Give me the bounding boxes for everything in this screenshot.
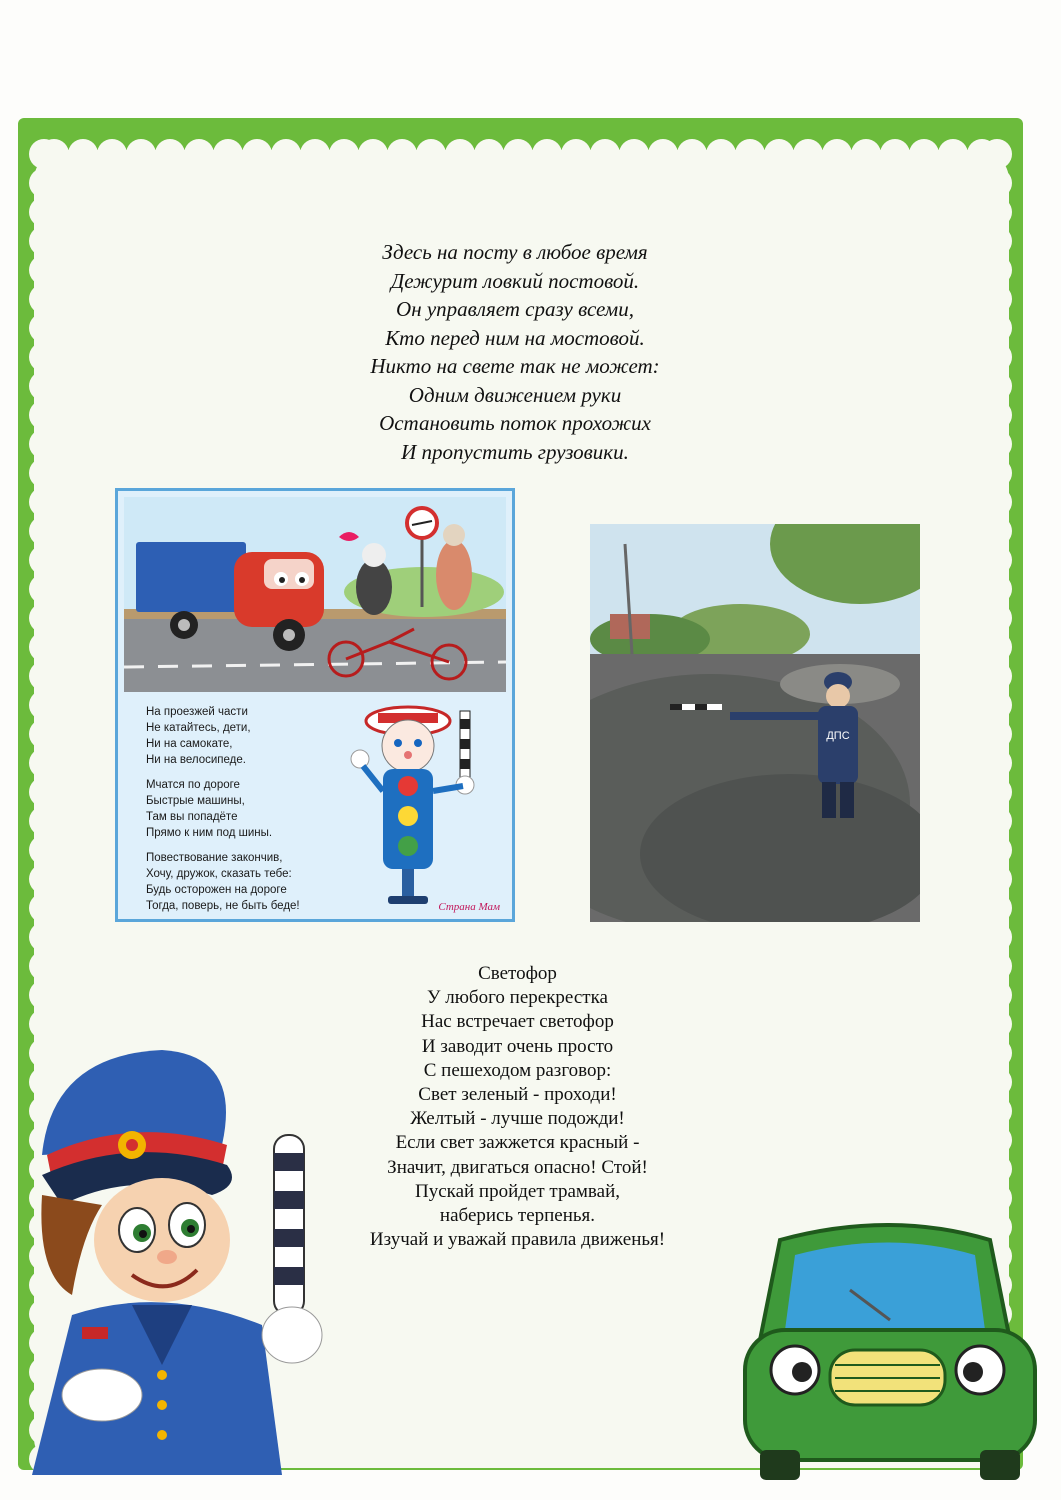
poster-line: Там вы попадёте <box>146 811 238 823</box>
poster-line: Будь осторожен на дороге <box>146 884 287 896</box>
cartoon-officer-illustration <box>12 1035 352 1475</box>
child-traffic-controller-photo <box>590 524 920 922</box>
poster-line: Быстрые машины, <box>146 795 245 807</box>
poem-line: И пропустить грузовики. <box>401 439 629 464</box>
poem-line: Желтый - лучше подожди! <box>410 1108 625 1130</box>
poster-credit: Страна Мам <box>438 901 500 913</box>
poem-line: Пускай пройдет трамвай, <box>414 1180 620 1202</box>
poem-line: Свет зеленый - проходи! <box>418 1084 617 1106</box>
poem-line: Никто на свете так не может: <box>370 354 660 378</box>
poem-line: Одним движением руки <box>408 382 622 407</box>
poem-line: Изучай и уважай правила движенья! <box>369 1229 666 1251</box>
poster-line: Ни на велосипеде. <box>146 754 246 766</box>
safety-poster <box>115 488 515 922</box>
poem-line: Он управляет сразу всеми, <box>396 297 634 321</box>
poem-line: наберись терпенья. <box>439 1205 596 1227</box>
poster-line: На проезжей части <box>146 706 248 718</box>
poem-line: У любого перекрестка <box>427 987 608 1009</box>
poster-line: Мчатся по дороге <box>146 779 240 791</box>
poem-line: Если свет зажжется красный - <box>395 1132 640 1154</box>
poster-line: Прямо к ним под шины. <box>146 827 273 839</box>
poem-line: Остановить поток прохожих <box>379 411 651 435</box>
poem-line: Значит, двигаться опасно! Стой! <box>387 1156 648 1178</box>
traffic-light-mascot <box>338 691 488 911</box>
poem-traffic-light <box>330 962 705 1252</box>
poem-line: Нас встречает светофор <box>421 1011 614 1033</box>
poster-line: Ни на самокате, <box>146 738 233 750</box>
poem-line: И заводит очень просто <box>421 1035 614 1057</box>
poster-line: Не катайтесь, дети, <box>146 722 251 734</box>
poem-line: Дежурит ловкий постовой. <box>390 268 640 293</box>
jacket-label: ДПС <box>826 730 850 742</box>
poster-line: Тогда, поверь, не быть беде! <box>146 900 300 912</box>
poem-line: Здесь на посту в любое время <box>382 240 648 264</box>
poem-title: Светофор <box>478 963 557 984</box>
poster-line: Повествование закончив, <box>146 852 283 864</box>
poster-line: Хочу, дружок, сказать тебе: <box>146 868 292 880</box>
poem-line: С пешеходом разговор: <box>423 1059 612 1081</box>
poem-line: Кто перед ним на мостовой. <box>385 325 645 350</box>
poem-traffic-officer <box>300 238 730 466</box>
road-scene-illustration <box>124 497 506 692</box>
cartoon-car-illustration <box>740 1210 1040 1485</box>
